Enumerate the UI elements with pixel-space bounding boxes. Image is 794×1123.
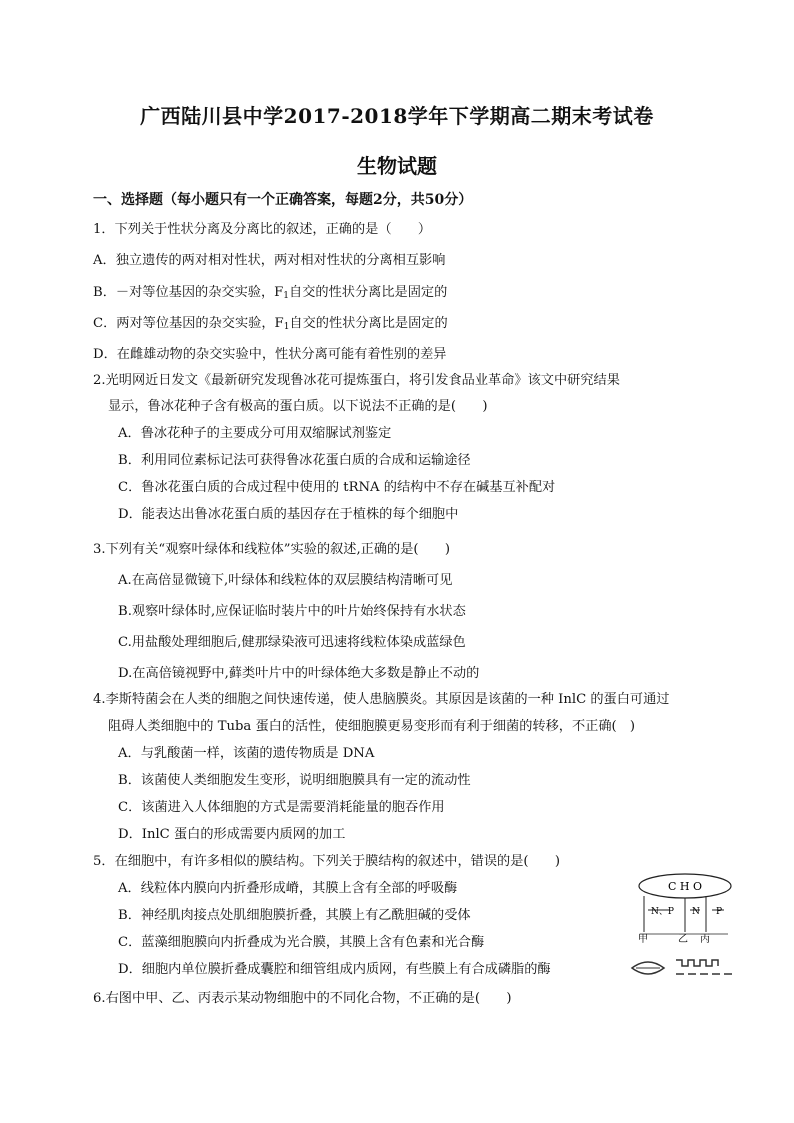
label-yi: 乙 (678, 934, 688, 945)
q3-option-c: C.用盐酸处理细胞后,健那绿染液可迅速将线粒体染成蓝绿色 (118, 635, 466, 650)
section-heading: 一、选择题（每小题只有一个正确答案，每题2分，共50分） (93, 192, 473, 208)
q1-option-c: C．两对等位基因的杂交实验，$F_1$自交的性状分离比是固定的 (93, 316, 448, 332)
cho-label: C H O (667, 880, 703, 893)
q2-option-c: C．鲁冰花蛋白质的合成过程中使用的 tRNA 的结构中不存在碱基互补配对 (118, 480, 556, 495)
q5-option-a: A．线粒体内膜向内折叠形成嵴，其膜上含有全部的呼吸酶 (118, 881, 458, 896)
q1-stem: 1．下列关于性状分离及分离比的叙述，正确的是（ ） (93, 222, 432, 237)
q5-option-b: B．神经肌肉接点处肌细胞膜折叠，其膜上有乙酰胆碱的受体 (118, 908, 471, 923)
q2-stem-line2: 显示，鲁冰花种子含有极高的蛋白质。以下说法不正确的是( ) (108, 399, 488, 414)
page-subtitle: 生物试题 (357, 154, 437, 178)
q2-option-d: D．能表达出鲁冰花蛋白质的基因存在于植株的每个细胞中 (118, 507, 459, 522)
q1-option-a: A．独立遗传的两对相对性状，两对相对性状的分离相互影响 (93, 253, 446, 268)
q5-stem: 5．在细胞中，有许多相似的膜结构。下列关于膜结构的叙述中，错误的是( ) (93, 854, 561, 869)
q4-option-d: D．InlC 蛋白的形成需要内质网的加工 (118, 827, 346, 842)
q2-stem-line1: 2.光明网近日发文《最新研究发现鲁冰花可提炼蛋白，将引发食品业革命》该文中研究结果 (93, 373, 620, 388)
label-jia: 甲 (638, 934, 648, 945)
q5-option-c: C．蓝藻细胞膜向内折叠成为光合膜，其膜上含有色素和光合酶 (118, 935, 485, 950)
q5-option-d: D．细胞内单位膜折叠成囊腔和细管组成内质网，有些膜上有合成磷脂的酶 (118, 962, 551, 977)
q1-option-b: B．－对等位基因的杂交实验，$F_1$自交的性状分离比是固定的 (93, 285, 448, 301)
q1-option-d: D．在雌雄动物的杂交实验中，性状分离可能有着性别的差异 (93, 347, 447, 362)
q3-option-d: D.在高倍镜视野中,藓类叶片中的叶绿体绝大多数是静止不动的 (118, 666, 480, 681)
protein-chain-icon (676, 960, 718, 966)
q4-option-c: C．该菌进入人体细胞的方式是需要消耗能量的胞吞作用 (118, 800, 445, 815)
q4-stem-line2: 阻碍人类细胞中的 Tuba 蛋白的活性，使细胞膜更易变形而有利于细菌的转移，不正确( ) (108, 719, 636, 734)
compound-diagram (628, 870, 758, 990)
page-title: 广西陆川县中学2017-2018学年下学期高二期末考试卷 (140, 104, 654, 128)
q6-stem: 6.右图中甲、乙、丙表示某动物细胞中的不同化合物，不正确的是( ) (93, 991, 512, 1006)
q3-option-b: B.观察叶绿体时,应保证临时装片中的叶片始终保持有水状态 (118, 604, 466, 619)
label-np: N、P (651, 907, 674, 917)
q2-option-b: B．利用同位素标记法可获得鲁冰花蛋白质的合成和运输途径 (118, 453, 471, 468)
q2-option-a: A．鲁冰花种子的主要成分可用双缩脲试剂鉴定 (118, 426, 392, 441)
label-bing: 丙 (700, 934, 710, 945)
label-n: N (692, 907, 700, 917)
q3-option-a: A.在高倍显微镜下,叶绿体和线粒体的双层膜结构清晰可见 (118, 573, 453, 588)
q3-stem: 3.下列有关“观察叶绿体和线粒体”实验的叙述,正确的是( ) (93, 542, 451, 557)
label-p: P (716, 907, 723, 917)
q4-option-b: B．该菌使人类细胞发生变形，说明细胞膜具有一定的流动性 (118, 773, 471, 788)
q4-stem-line1: 4.李斯特菌会在人类的细胞之间快速传递，使人患脑膜炎。其原因是该菌的一种 InlC 的蛋白可通过 (93, 692, 670, 707)
q4-option-a: A．与乳酸菌一样，该菌的遗传物质是 DNA (118, 746, 375, 761)
